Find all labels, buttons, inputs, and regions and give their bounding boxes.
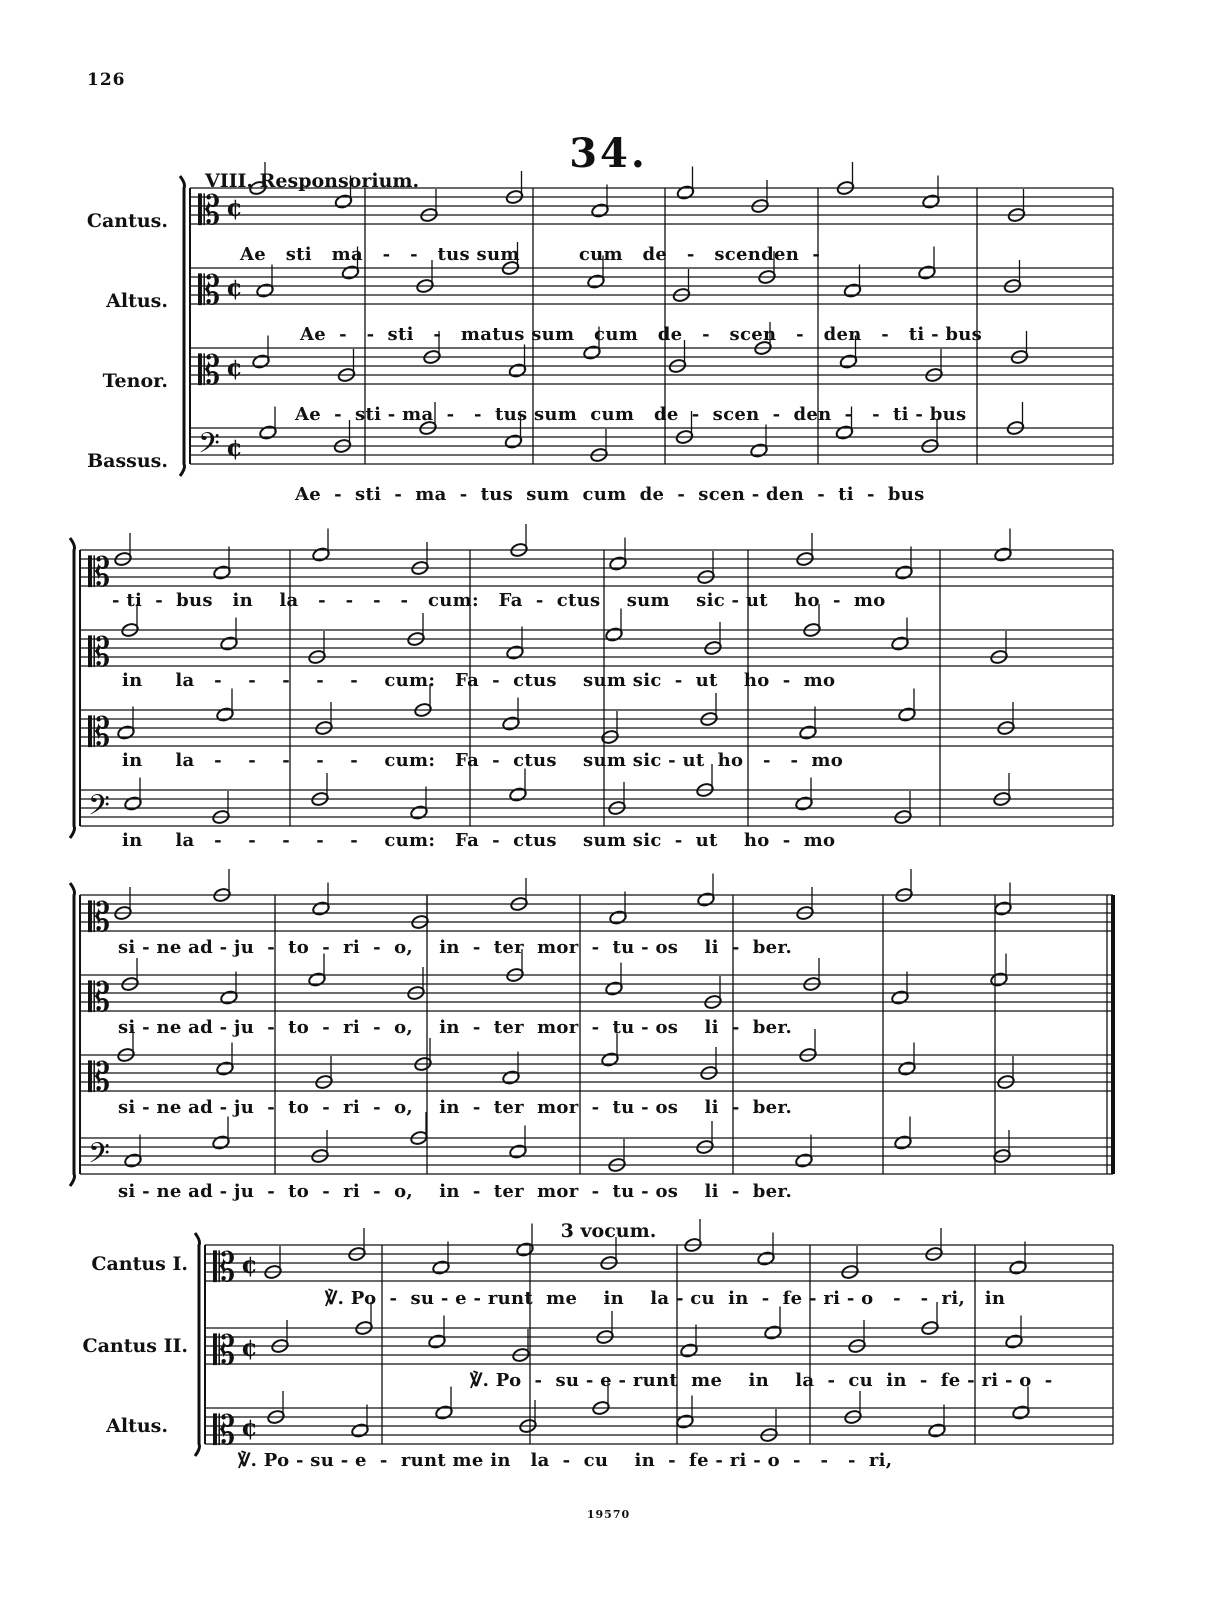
plate-number: 19570 (586, 1508, 631, 1521)
cut-time-icon: ¢ (226, 273, 243, 302)
subsection-heading: 3 vocum. (560, 1220, 657, 1242)
lyrics-line: Ae - - sti - matus sum cum de - scen - den - ti - bus (300, 324, 983, 345)
c-clef-icon: 𝄡 (198, 348, 221, 394)
cut-time-icon: ¢ (241, 1333, 258, 1362)
clef-glyphs (88, 188, 258, 1454)
voice-name-altus-3vocum: Altus. (106, 1415, 168, 1437)
system-bracket-icon (70, 883, 75, 1186)
lyrics-line: ℣. Po - su - e - runt me in la - cu in - fe - ri - o - (470, 1370, 1053, 1391)
lyrics-line: si - ne ad - ju - to - ri - o, in - ter mor - tu - os li - ber. (118, 937, 793, 958)
cut-time-icon: ¢ (226, 353, 243, 382)
bass-clef-icon: 𝄢 (198, 427, 220, 467)
cut-time-icon: ¢ (241, 1250, 258, 1279)
c-clef-icon: 𝄡 (88, 550, 111, 596)
cut-time-icon: ¢ (241, 1413, 258, 1442)
lyrics-line: - ti - bus in la - - - - cum: Fa - ctus sum sic - ut ho - mo (112, 590, 886, 611)
c-clef-icon: 𝄡 (88, 710, 111, 756)
c-clef-icon: 𝄡 (213, 1328, 236, 1374)
lyrics-line: Ae - sti - ma - tus sum cum de - scen - den - ti - bus (295, 484, 925, 505)
lyrics-line: in la - - - - - cum: Fa - ctus sum sic - ut ho - mo (122, 830, 836, 851)
piece-number: 34. (569, 130, 648, 177)
c-clef-icon: 𝄡 (213, 1245, 236, 1291)
c-clef-icon: 𝄡 (88, 975, 111, 1021)
c-clef-icon: 𝄡 (88, 1055, 111, 1101)
cut-time-icon: ¢ (226, 433, 243, 462)
system-bracket-icon (70, 538, 75, 838)
section-heading: VIII. Responsorium. (205, 170, 420, 192)
c-clef-icon: 𝄡 (88, 630, 111, 676)
lyrics-line: si - ne ad - ju - to - ri - o, in - ter mor - tu - os li - ber. (118, 1017, 793, 1038)
c-clef-icon: 𝄡 (198, 188, 221, 234)
bass-clef-icon: 𝄢 (88, 789, 110, 829)
lyrics-line: si - ne ad - ju - to - ri - o, in - ter mor - tu - os li - ber. (118, 1097, 793, 1118)
lyrics-line: si - ne ad - ju - to - ri - o, in - ter mor - tu - os li - ber. (118, 1181, 793, 1202)
voice-name-altus: Altus. (106, 290, 168, 312)
page-number: 126 (87, 70, 126, 90)
lyrics-line: ℣. Po - su - e - runt me in la - cu in - fe - ri - o - - - ri, (238, 1450, 893, 1471)
lyrics-line: Ae sti ma - - tus sum cum de - scenden - (240, 244, 821, 265)
lyrics-line: Ae - sti - ma - - tus sum cum de - scen - den - - ti - bus (295, 404, 967, 425)
system-bracket-icon (195, 1233, 200, 1456)
voice-name-tenor: Tenor. (102, 370, 168, 392)
c-clef-icon: 𝄡 (213, 1408, 236, 1454)
lyrics-line: in la - - - - - cum: Fa - ctus sum sic - ut ho - mo (122, 670, 836, 691)
voice-name-cantus: Cantus. (86, 210, 168, 232)
c-clef-icon: 𝄡 (88, 895, 111, 941)
system-bracket-icon (180, 176, 185, 476)
cut-time-icon: ¢ (226, 193, 243, 222)
voice-name-cantus-ii: Cantus II. (82, 1335, 188, 1357)
lyrics-line: ℣. Po - su - e - runt me in la - cu in - fe - ri - o - - ri, in (325, 1288, 1006, 1309)
c-clef-icon: 𝄡 (198, 268, 221, 314)
voice-name-cantus-i: Cantus I. (91, 1253, 188, 1275)
lyrics-line: in la - - - - - cum: Fa - ctus sum sic - ut ho - - mo (122, 750, 844, 771)
bass-clef-icon: 𝄢 (88, 1137, 110, 1177)
voice-name-bassus: Bassus. (87, 450, 168, 472)
